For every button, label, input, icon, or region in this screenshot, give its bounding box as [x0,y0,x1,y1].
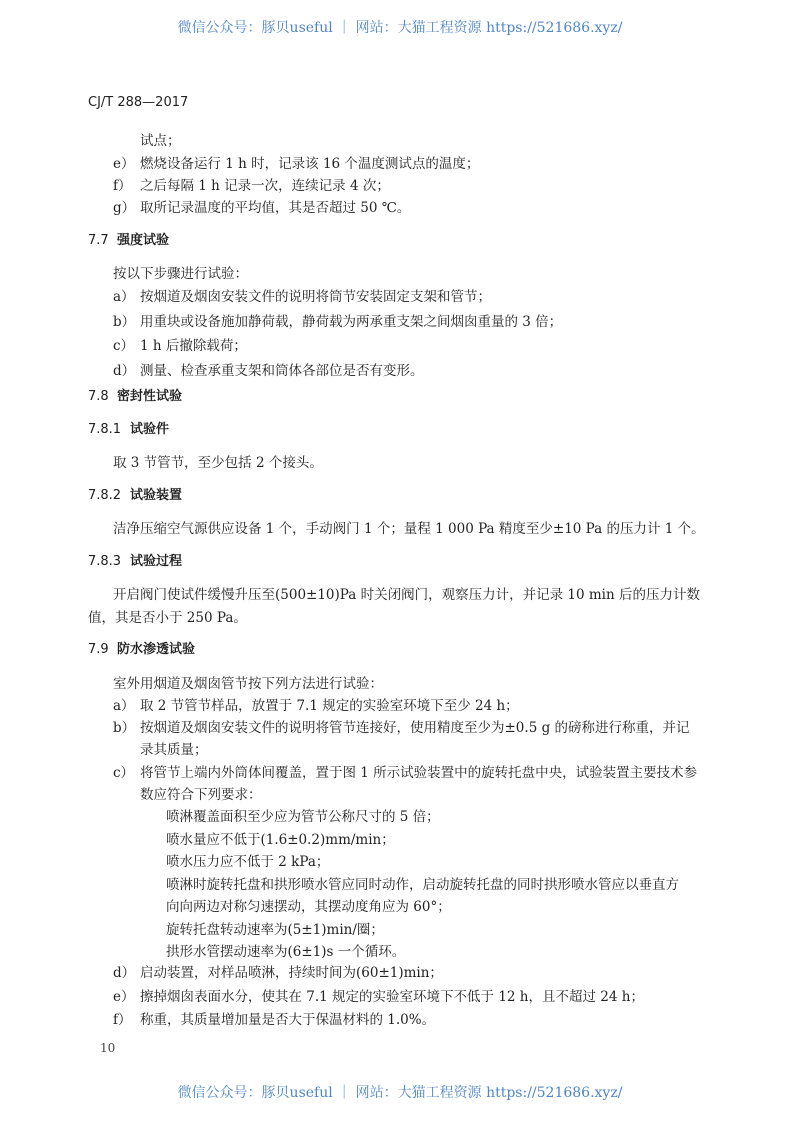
list-text: 数应符合下列要求： [140,787,262,803]
list-text: 1 h 后撤除载荷； [140,338,247,354]
paragraph: 按以下步骤进行试验： [113,266,248,282]
sub-item: 喷水量应不低于(1.6±0.2)mm/min； [166,832,395,848]
section-title: 防水渗透试验 [117,642,196,657]
list-label: f） [113,1012,132,1028]
sub-item: 拱形水管摆动速率为(6±1)s 一个循环。 [166,944,406,960]
list-label: a） [113,289,135,305]
sub-item: 向向两边对称匀速摆动，其摆动度角应为 60°； [166,899,451,915]
sub-item: 喷淋覆盖面积至少应为管节公称尺寸的 5 倍； [166,809,440,825]
sub-item: 喷淋时旋转托盘和拱形喷水管应同时动作，启动旋转托盘的同时拱形喷水管应以垂直方 [166,877,679,893]
watermark-top: 微信公众号：豚贝useful ｜ 网站：大猫工程资源 https://521686.xyz/ [177,20,623,36]
list-text: 用重块或设备施加静荷载，静荷载为两承重支架之间烟囱重量的 3 倍； [140,314,563,330]
list-label: c） [113,338,135,354]
continued-text: 试点； [140,133,181,149]
section-number: 7.8.1 [88,422,122,437]
section-number: 7.8.2 [88,488,122,503]
paragraph: 室外用烟道及烟囱管节按下列方法进行试验： [113,676,383,692]
list-label: e） [113,989,135,1005]
list-text: 启动装置，对样品喷淋，持续时间为(60±1)min； [140,965,443,981]
section-number: 7.7 [88,233,109,248]
list-text: 录其质量； [140,742,208,758]
sub-item: 喷水压力应不低于 2 kPa； [166,854,330,870]
section-number: 7.8 [88,389,109,404]
paragraph-line: 值，其是否小于 250 Pa。 [88,610,247,626]
list-text: 称重，其质量增加量是否大于保温材料的 1.0%。 [140,1012,436,1028]
section-title: 试验装置 [130,488,183,503]
section-number: 7.9 [88,642,109,657]
list-label: b） [113,314,136,330]
paragraph-line: 开启阀门使试件缓慢升压至(500±10)Pa 时关闭阀门，观察压力计，并记录 10 min 后的压力计数 [113,587,700,603]
section-title: 密封性试验 [117,389,183,404]
section-number: 7.8.3 [88,554,122,569]
list-text: 擦掉烟囱表面水分，使其在 7.1 规定的实验室环境下不低于 12 h，且不超过 24 h； [140,989,644,1005]
page-number: 10 [100,1041,116,1055]
paragraph: 洁净压缩空气源供应设备 1 个，手动阀门 1 个；量程 1 000 Pa 精度至少±10 Pa 的压力计 1 个。 [113,521,705,537]
list-text: 取所记录温度的平均值，其是否超过 50 ℃。 [140,200,411,216]
list-text: 按烟道及烟囱安装文件的说明将筒节安装固定支架和管节； [140,289,491,305]
list-label: a） [113,698,135,714]
list-text: 之后每隔 1 h 记录一次，连续记录 4 次； [140,178,390,194]
list-text: 燃烧设备运行 1 h 时，记录该 16 个温度测试点的温度； [140,156,480,172]
list-text: 取 2 节管节样品，放置于 7.1 规定的实验室环境下至少 24 h； [140,698,519,714]
section-title: 试验件 [130,422,170,437]
list-label: g） [113,200,136,216]
list-label: d） [113,363,136,379]
paragraph: 取 3 节管节，至少包括 2 个接头。 [113,455,323,471]
list-label: f） [113,178,132,194]
section-title: 强度试验 [117,233,170,248]
list-label: c） [113,765,135,781]
sub-item: 旋转托盘转动速率为(5±1)min/圈； [166,922,384,938]
watermark-bottom: 微信公众号：豚贝useful ｜ 网站：大猫工程资源 https://521686.xyz/ [177,1085,623,1101]
list-label: e） [113,156,135,172]
list-label: d） [113,965,136,981]
section-title: 试验过程 [130,554,183,569]
list-text: 按烟道及烟囱安装文件的说明将管节连接好，使用精度至少为±0.5 g 的磅称进行称重，并记 [140,720,690,736]
standard-code: CJ/T 288—2017 [88,95,189,110]
list-label: b） [113,720,136,736]
list-text: 将管节上端内外筒体间覆盖，置于图 1 所示试验装置中的旋转托盘中央，试验装置主要技术参 [140,765,698,781]
list-text: 测量、检查承重支架和筒体各部位是否有变形。 [140,363,424,379]
